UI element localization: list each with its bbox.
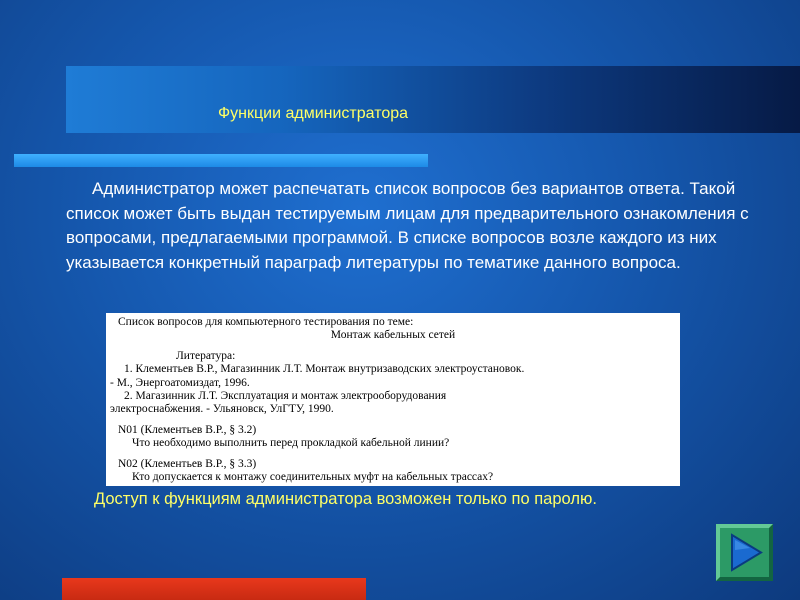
doc-reference-1-line-2: - М., Энергоатомиздат, 1996. [110, 376, 250, 389]
doc-question-2-text: Кто допускается к монтажу соединительных муфт на кабельных трассах? [132, 471, 494, 484]
next-slide-button[interactable] [716, 524, 773, 581]
doc-question-2-ref: N02 (Клементьев В.Р., § 3.3) [118, 457, 257, 470]
title-band [66, 66, 800, 133]
doc-reference-2-line-2: электроснабжения. - Ульяновск, УлГТУ, 1990. [110, 403, 334, 416]
bottom-accent-bar [62, 578, 366, 600]
doc-question-1-ref: N01 (Клементьев В.Р., § 3.2) [118, 423, 257, 436]
doc-reference-2-line-1: 2. Магазинник Л.Т. Эксплуатация и монтаж электрооборудования [124, 390, 447, 403]
play-triangle-icon [720, 528, 769, 577]
doc-topic: Монтаж кабельных сетей [330, 329, 456, 342]
password-note: Доступ к функциям администратора возможен только по паролю. [94, 490, 597, 508]
accent-bar [14, 154, 428, 167]
slide-title: Функции администратора [218, 105, 409, 122]
doc-reference-1-line-1: 1. Клементьев В.Р., Магазинник Л.Т. Монтаж внутризаводских электроустановок. [124, 363, 525, 376]
question-list-document [106, 313, 680, 486]
doc-question-1-text: Что необходимо выполнить перед прокладкой кабельной линии? [132, 437, 450, 450]
slide-paragraph: Администратор может распечатать список вопросов без вариантов ответа. Такой список может быть выдан тестируемым лицам для предварительного ознакомления с вопросами, предлагаемыми программой. В списке вопросов возле каждого из них указывается конкретный параграф литературы по тематике данного вопроса. [66, 179, 749, 272]
doc-literature-label: Литература: [176, 349, 236, 362]
doc-heading: Список вопросов для компьютерного тестирования по теме: [118, 316, 414, 328]
